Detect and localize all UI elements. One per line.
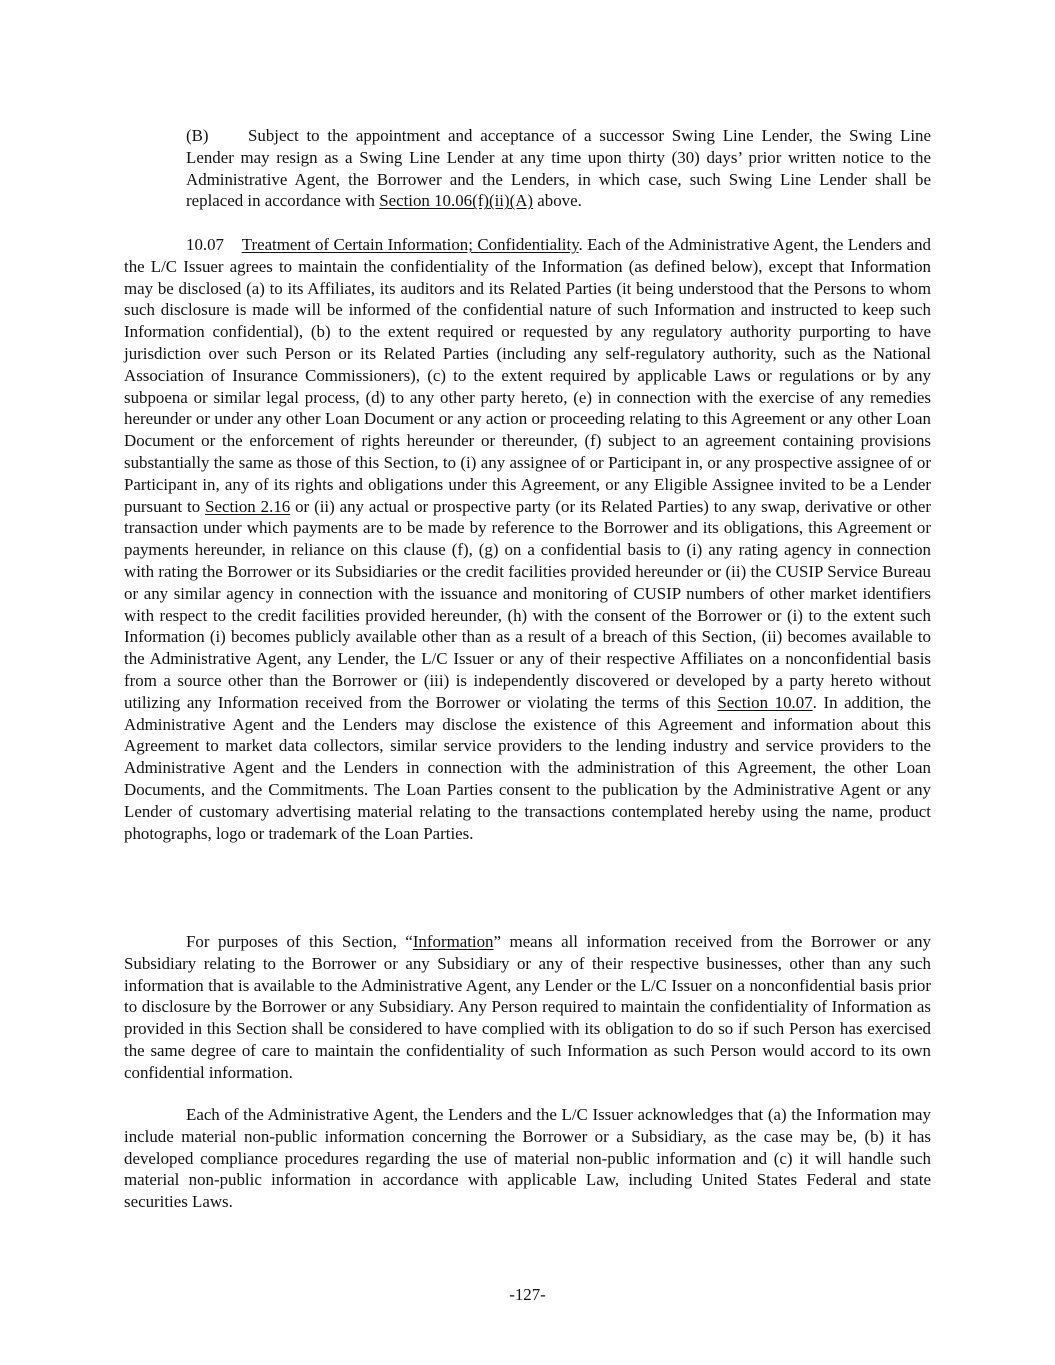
section-10-06-reference: Section 10.06(f)(ii)(A) — [379, 191, 534, 211]
information-defined-term: Information — [412, 932, 494, 951]
paragraph-b-text-end: above. — [533, 191, 582, 211]
page-number: -127- — [509, 1285, 546, 1304]
section-2-16-reference: Section 2.16 — [205, 496, 291, 516]
information-definition-paragraph — [124, 931, 931, 1084]
paragraph-b-label: (B) — [186, 126, 209, 145]
acknowledgement-paragraph — [124, 1104, 931, 1213]
section-heading: Treatment of Certain Information; Confidentiality — [241, 235, 579, 254]
section-10-07-text-1: . Each of the Administrative Agent, the Lenders and the L/C Issuer agrees to maintain the confidentiality of the Information (as defined below), except that Information may be disclosed (a) to its Affiliates, its auditors and its Related Parties (it being understood that the Persons to whom such disclosure is made will be informed of the confidential nature of such Information and instructed to keep such Information confidential), (b) to the extent required or requested by any regulatory authority purporting to have jurisdiction over such Person or its Related Parties (including any self-regulatory authority, such as the National Association of Insurance Commissioners), (c) to the extent required by applicable Laws or regulations or by any subpoena or similar legal process, (d) to any other party hereto, (e) in connection with the exercise of any remedies hereunder or under any other Loan Document or any action or proceeding relating to this Agreement or any other Loan Document or the enforcement of rights hereunder or thereunder, (f) subject to an agreement containing provisions substantially the same as those of this Section, to (i) any assignee of or Participant in, or any prospective assignee of or Participant in, any of its rights and obligations under this Agreement, or any Eligible Assignee invited to be a Lender pursuant to — [124, 235, 931, 516]
section-10-07-paragraph — [124, 234, 931, 844]
acknowledgement-text: Each of the Administrative Agent, the Lenders and the L/C Issuer acknowledges that (a) the Information may include material non-public information concerning the Borrower or a Subsidiary, as the case may be, (b) it has developed compliance procedures regarding the use of material non-public information and (c) it will handle such material non-public information in accordance with applicable Law, including United States Federal and state securities Laws. — [124, 1105, 931, 1212]
section-10-07-text-2: or (ii) any actual or prospective party (or its Related Parties) to any swap, derivative or other transaction under which payments are to be made by reference to the Borrower and its obligations, this Agreement or payments hereunder, in reliance on this clause (f), (g) on a confidential basis to (i) any rating agency in connection with rating the Borrower or its Subsidiaries or the credit facilities provided hereunder or (ii) the CUSIP Service Bureau or any similar agency in connection with the issuance and monitoring of CUSIP numbers of other market identifiers with respect to the credit facilities provided hereunder, (h) with the consent of the Borrower or (i) to the extent such Information (i) becomes publicly available other than as a result of a breach of this Section, (ii) becomes available to the Administrative Agent, any Lender, the L/C Issuer or any of their respective Affiliates on a nonconfidential basis from a source other than the Borrower or (iii) is independently discovered or developed by a party hereto without utilizing any Information received from the Borrower or violating the terms of this — [124, 496, 931, 712]
paragraph-b-text: Subject to the appointment and acceptance of a successor Swing Line Lender, the Swing Line Lender may resign as a Swing Line Lender at any time upon thirty (30) days’ prior written notice to the Administrative Agent, the Borrower and the Lenders, in which case, such Swing Line Lender shall be replaced in accordance with — [186, 126, 931, 211]
section-number: 10.07 — [186, 235, 225, 254]
section-10-07-text-3: . In addition, the Administrative Agent and the Lenders may disclose the existence of this Agreement and information about this Agreement to market data collectors, similar service providers to the lending industry and service providers to the Administrative Agent and the Lenders in connection with the administration of this Agreement, the other Loan Documents, and the Commitments. The Loan Parties consent to the publication by the Administrative Agent or any Lender of customary advertising material relating to the transactions contemplated hereby using the name, product photographs, logo or trademark of the Loan Parties. — [124, 692, 931, 843]
section-10-07-reference: Section 10.07 — [717, 692, 813, 712]
information-text-2: ” means all information received from the Borrower or any Subsidiary relating to the Borrower or any Subsidiary or any of their respective businesses, other than any such information that is available to the Administrative Agent, any Lender or the L/C Issuer on a nonconfidential basis prior to disclosure by the Borrower or any Subsidiary. Any Person required to maintain the confidentiality of Information as provided in this Section shall be considered to have complied with its obligation to do so if such Person has exercised the same degree of care to maintain the confidentiality of such Information as such Person would accord to its own confidential information. — [124, 932, 932, 1082]
paragraph-b — [186, 125, 931, 212]
information-text-1: For purposes of this Section, “ — [186, 932, 413, 951]
